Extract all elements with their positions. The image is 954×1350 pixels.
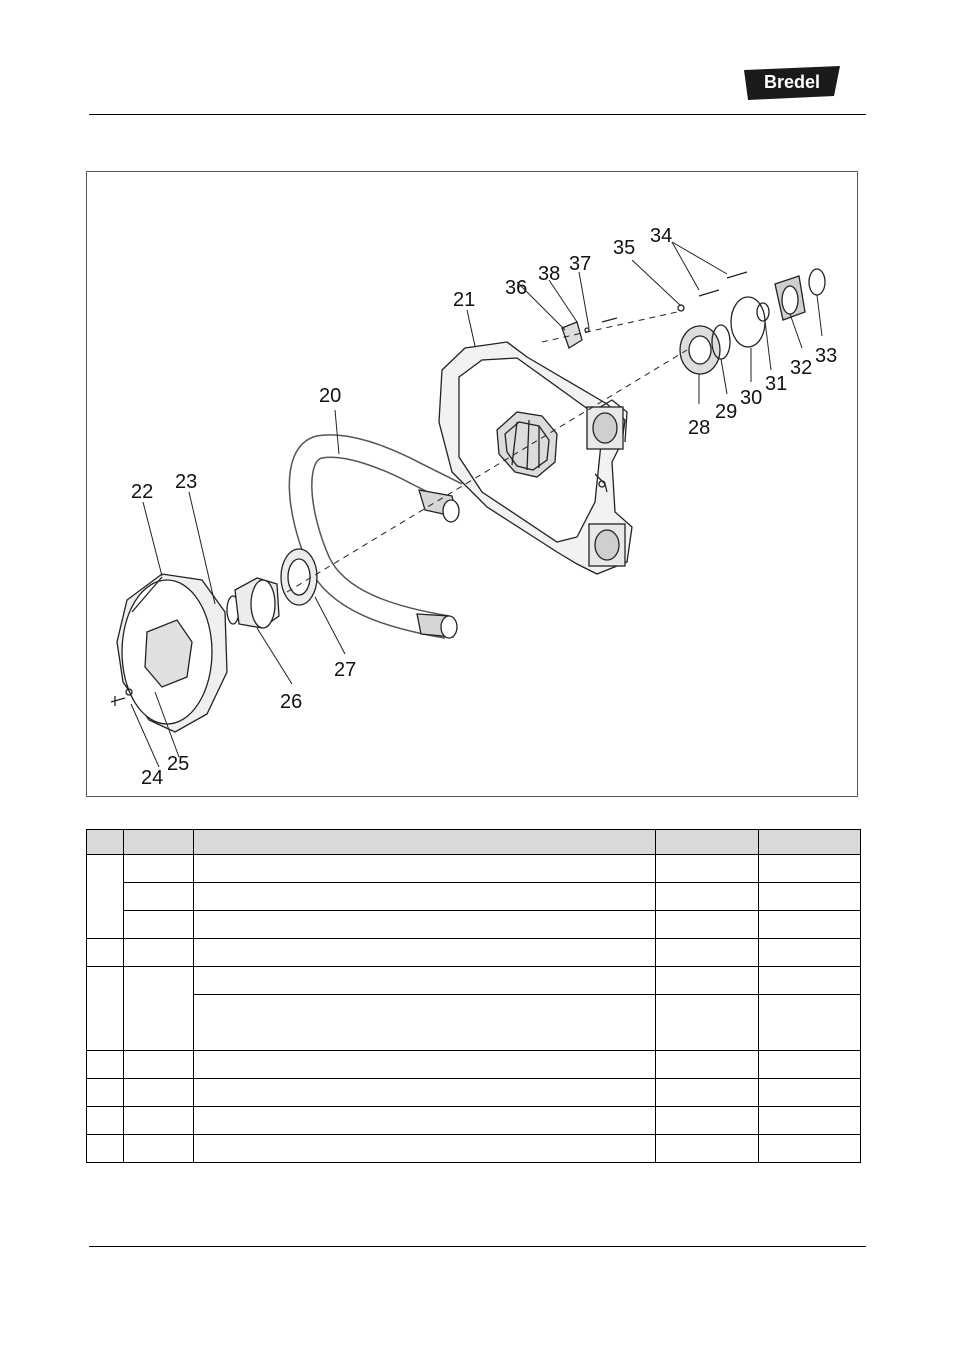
callout-37: 37 bbox=[569, 253, 592, 275]
table-cell bbox=[124, 1135, 194, 1163]
table-cell bbox=[759, 1051, 861, 1079]
table-cell bbox=[87, 967, 124, 1051]
table-row bbox=[87, 883, 861, 911]
table-cell bbox=[759, 1107, 861, 1135]
table-cell bbox=[656, 967, 759, 995]
table-cell bbox=[124, 967, 194, 1051]
table-row bbox=[87, 995, 861, 1051]
callout-35: 35 bbox=[613, 237, 636, 259]
callout-36: 36 bbox=[505, 277, 528, 299]
header-rule bbox=[89, 114, 866, 115]
callout-25: 25 bbox=[167, 753, 190, 775]
table-cell bbox=[656, 1107, 759, 1135]
bredel-logo bbox=[742, 66, 842, 100]
header-cell bbox=[759, 830, 861, 855]
table-cell bbox=[87, 939, 124, 967]
table-cell bbox=[194, 939, 656, 967]
callout-20: 20 bbox=[319, 385, 342, 407]
callout-26: 26 bbox=[280, 691, 303, 713]
table-cell bbox=[759, 1079, 861, 1107]
table-cell bbox=[87, 1051, 124, 1079]
callout-38: 38 bbox=[538, 263, 561, 285]
logo-text: Bredel bbox=[763, 72, 821, 92]
parts-table bbox=[86, 829, 861, 1163]
table-cell bbox=[194, 855, 656, 883]
table-cell bbox=[87, 1079, 124, 1107]
table-cell bbox=[656, 995, 759, 1051]
table-row bbox=[87, 1107, 861, 1135]
callout-21: 21 bbox=[453, 289, 476, 311]
table-cell bbox=[124, 1051, 194, 1079]
table-row bbox=[87, 1135, 861, 1163]
header-cell bbox=[194, 830, 656, 855]
table-cell bbox=[124, 1079, 194, 1107]
table-cell bbox=[759, 939, 861, 967]
table-cell bbox=[656, 1135, 759, 1163]
table-cell bbox=[194, 883, 656, 911]
table-cell bbox=[124, 939, 194, 967]
table-cell bbox=[124, 855, 194, 883]
table-cell bbox=[759, 883, 861, 911]
callout-29: 29 bbox=[715, 401, 738, 423]
callout-28: 28 bbox=[688, 417, 711, 439]
table-cell bbox=[759, 1135, 861, 1163]
table-cell bbox=[194, 1135, 656, 1163]
table-cell bbox=[656, 883, 759, 911]
table-cell bbox=[759, 995, 861, 1051]
callout-27: 27 bbox=[334, 659, 357, 681]
table-cell bbox=[759, 911, 861, 939]
header-cell bbox=[124, 830, 194, 855]
table-row bbox=[87, 911, 861, 939]
table-cell bbox=[194, 995, 656, 1051]
exploded-view-diagram bbox=[86, 171, 858, 797]
callout-22: 22 bbox=[131, 481, 154, 503]
table-cell bbox=[194, 911, 656, 939]
table-cell bbox=[87, 855, 124, 939]
table-cell bbox=[656, 855, 759, 883]
table-cell bbox=[194, 1051, 656, 1079]
table-cell bbox=[194, 967, 656, 995]
table-cell bbox=[194, 1107, 656, 1135]
table-cell bbox=[194, 1079, 656, 1107]
exploded-view-drawing bbox=[87, 172, 859, 798]
table-cell bbox=[759, 967, 861, 995]
callout-34: 34 bbox=[650, 225, 673, 247]
table-row bbox=[87, 1051, 861, 1079]
table-cell bbox=[124, 911, 194, 939]
table-row bbox=[87, 1079, 861, 1107]
table-cell bbox=[656, 911, 759, 939]
table-cell bbox=[87, 1107, 124, 1135]
header-cell bbox=[656, 830, 759, 855]
table-cell bbox=[759, 855, 861, 883]
table-cell bbox=[124, 1107, 194, 1135]
callout-32: 32 bbox=[790, 357, 813, 379]
table-row bbox=[87, 967, 861, 995]
callout-24: 24 bbox=[141, 767, 164, 789]
callout-23: 23 bbox=[175, 471, 198, 493]
table-cell bbox=[656, 1051, 759, 1079]
callout-31: 31 bbox=[765, 373, 788, 395]
header-cell bbox=[87, 830, 124, 855]
table-cell bbox=[87, 1135, 124, 1163]
table-header-row bbox=[87, 830, 861, 855]
table-cell bbox=[656, 939, 759, 967]
callout-33: 33 bbox=[815, 345, 838, 367]
callout-30: 30 bbox=[740, 387, 763, 409]
table-cell bbox=[656, 1079, 759, 1107]
table-row bbox=[87, 939, 861, 967]
table-row bbox=[87, 855, 861, 883]
footer-rule bbox=[89, 1246, 866, 1247]
table-cell bbox=[124, 883, 194, 911]
